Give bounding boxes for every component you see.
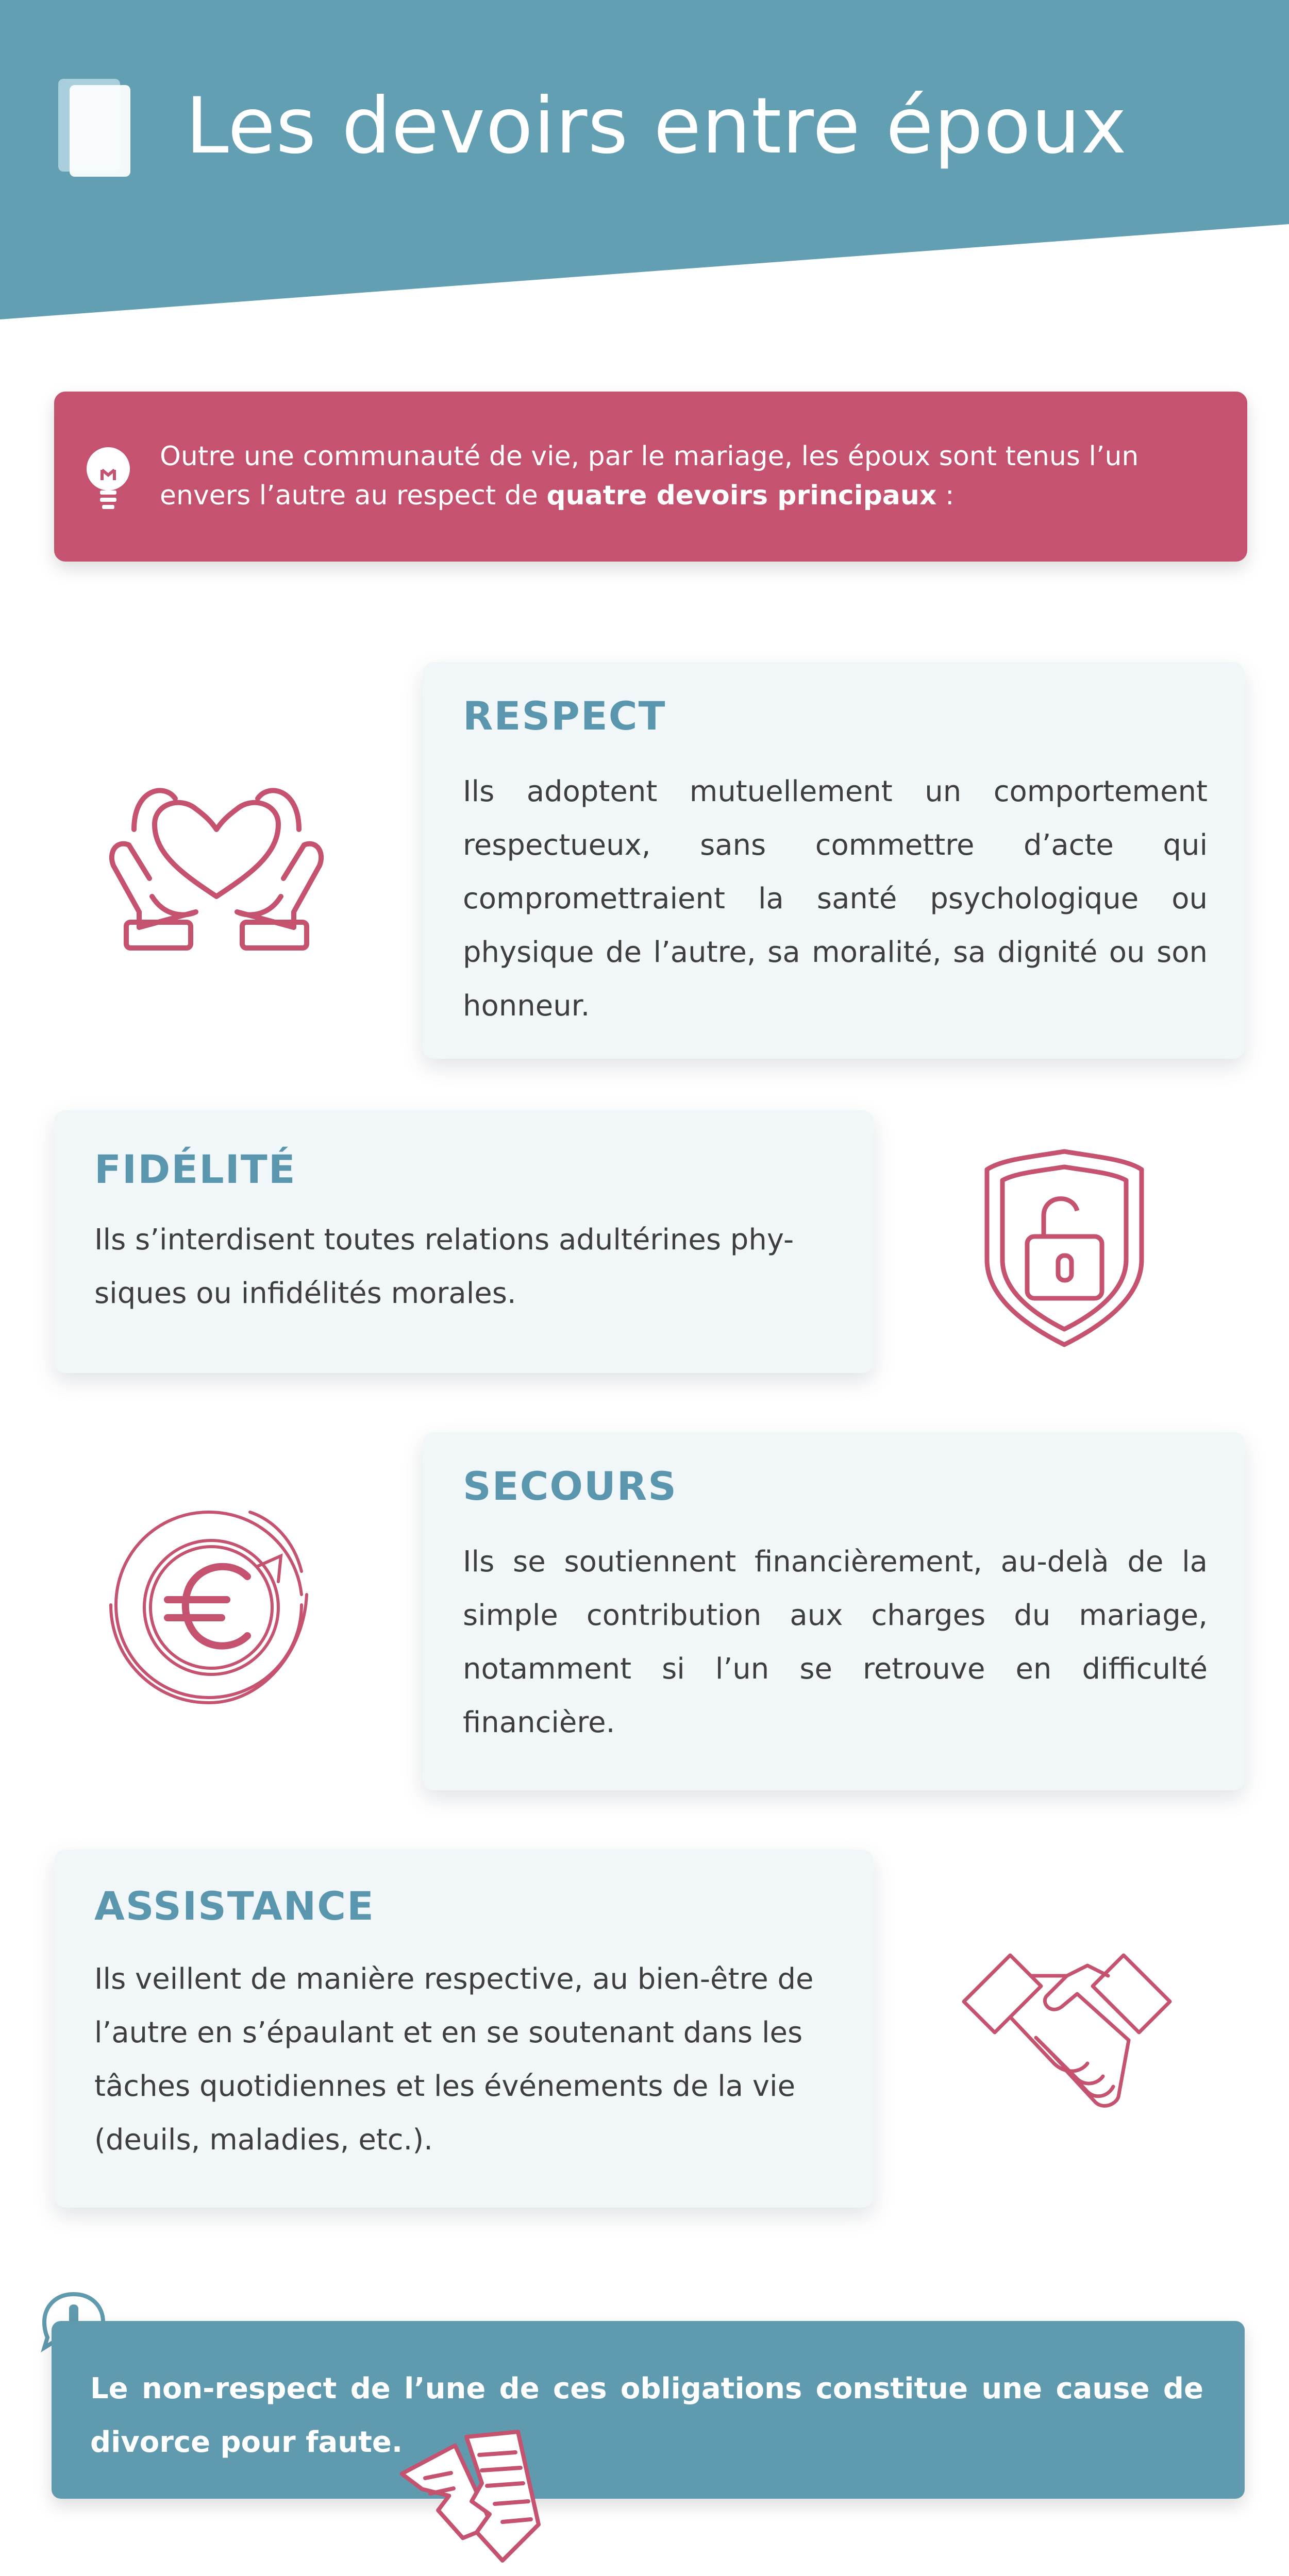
duty-text: Ils s’interdisent toutes relations adultérines phy-siques ou infidélités morales.: [94, 1223, 794, 1310]
lightbulb-icon: [82, 443, 134, 517]
duty-text: Ils se soutiennent financièrement, au-delà de la simple contribution aux charges du mariage, notamment si l’un se retrouve en difficulté financière.: [463, 1545, 1208, 1739]
duty-text: Ils veillent de manière respective, au bien-être de l’autre en s’épaulant et en se soutenant dans les tâches quotidiennes et les événements de la vie (deuils, maladies, etc.).: [94, 1962, 814, 2157]
intro-text-bold: quatre devoirs principaux: [546, 480, 937, 511]
page-title: Les devoirs entre époux: [186, 81, 1127, 171]
euro-cycle-icon: [103, 1499, 320, 1718]
duty-card-fidelite: [54, 1110, 874, 1373]
duty-title: FIDÉLITÉ: [94, 1146, 296, 1192]
handshake-icon: [959, 1945, 1175, 2122]
torn-document-icon: [399, 2424, 554, 2573]
intro-text-start: Outre une communauté de vie, par le mariage, les époux sont tenus l’un envers l’autre au respect de: [160, 441, 1139, 511]
duty-card-assistance: [54, 1850, 874, 2208]
intro-text-end: :: [936, 480, 955, 511]
intro-text: [160, 437, 1221, 515]
conclusion-banner: [52, 2321, 1245, 2499]
conclusion-text: Le non-respect de l’une de ces obligations constitue une cause de divorce pour faute.: [90, 2372, 1203, 2459]
heart-in-hands-icon: [103, 768, 330, 955]
intro-banner: [54, 392, 1247, 562]
duty-title: RESPECT: [463, 693, 666, 739]
duty-text: Ils adoptent mutuellement un comportement respectueux, sans commettre d’acte qui compromettraient la santé psychologique ou physique de l’autre, sa moralité, sa dignité ou son honneur.: [463, 775, 1208, 1023]
duty-card-secours: [423, 1432, 1245, 1790]
header-banner: [0, 0, 1289, 319]
duty-title: ASSISTANCE: [94, 1883, 375, 1929]
shield-padlock-icon: [982, 1146, 1147, 1352]
duty-title: SECOURS: [463, 1463, 678, 1509]
duty-card-respect: [423, 662, 1245, 1059]
